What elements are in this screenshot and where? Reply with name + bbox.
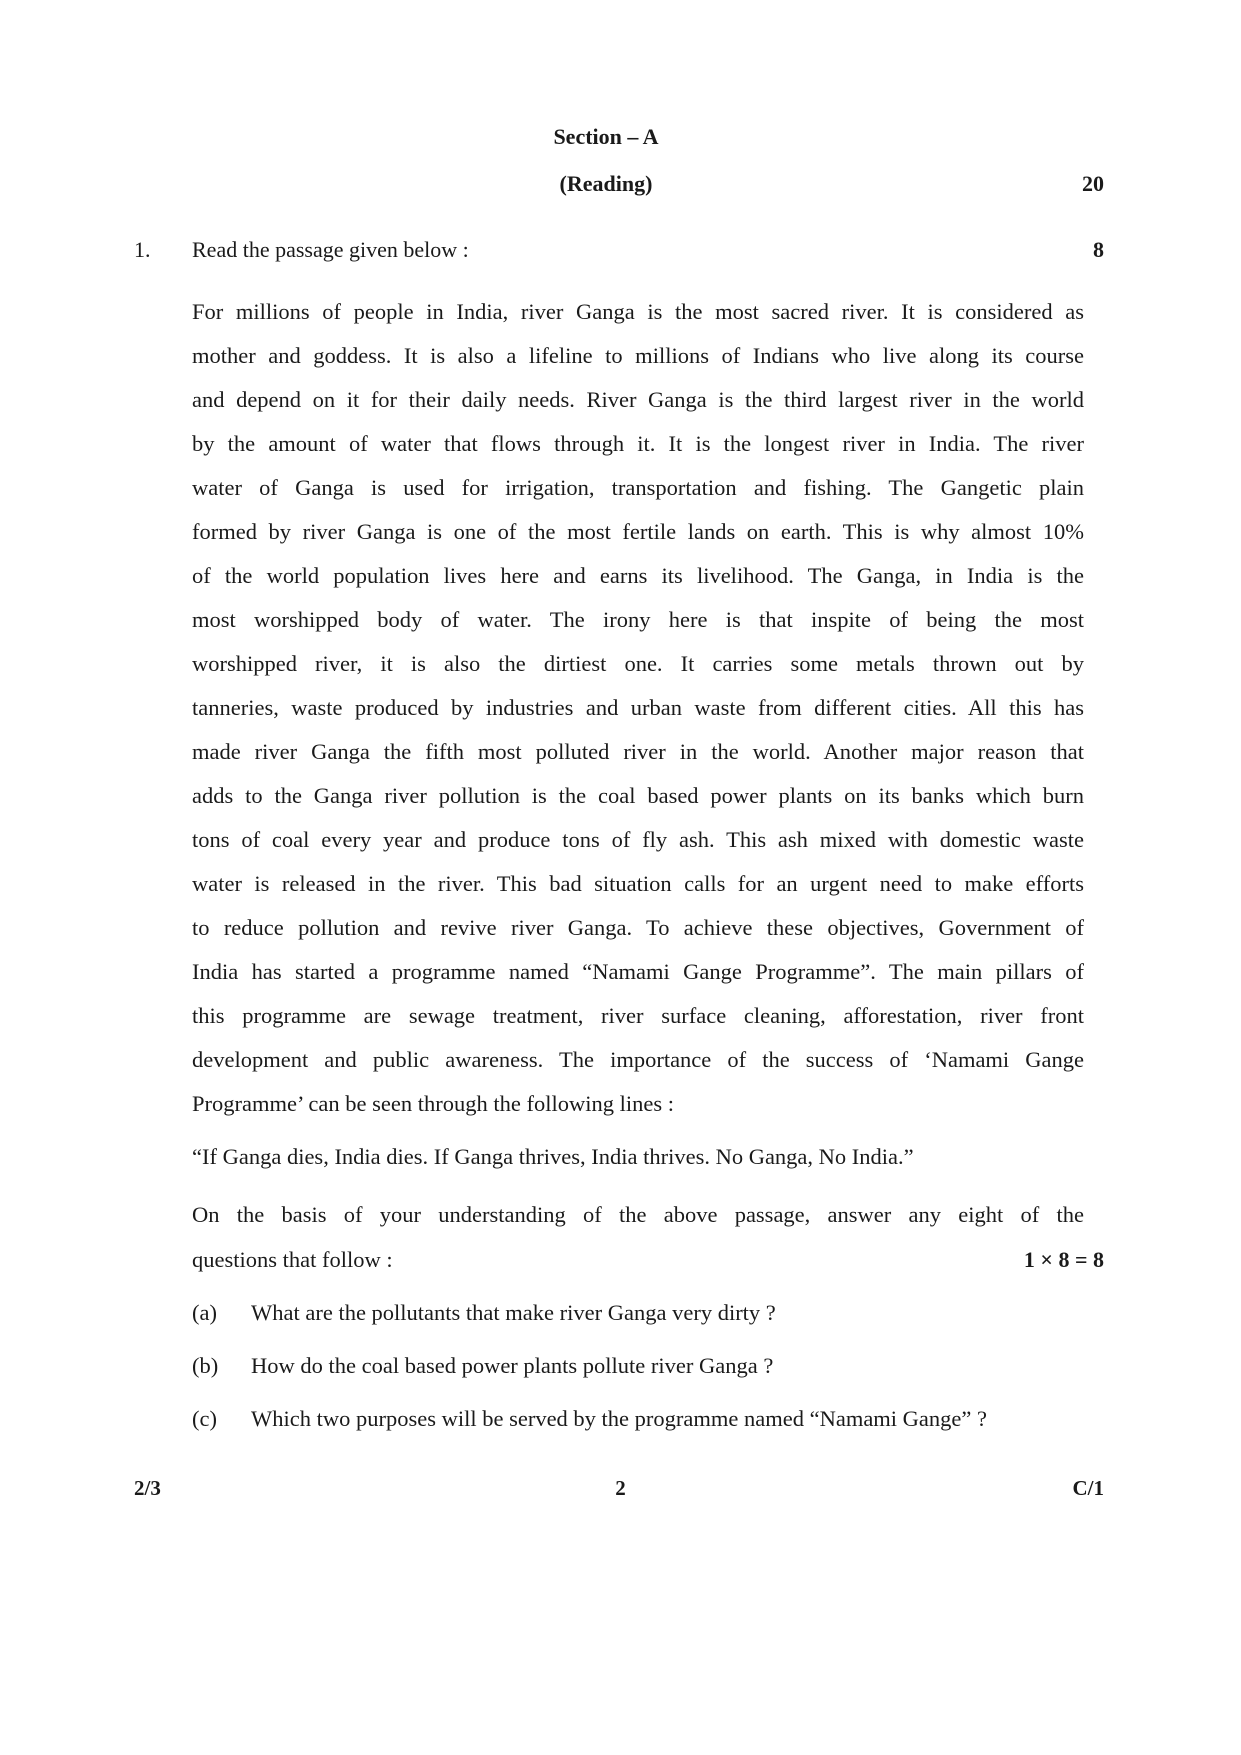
page-number: 2 (615, 1476, 626, 1500)
passage-line: Programme’ can be seen through the following lines : (192, 1091, 674, 1116)
passage-line: this programme are sewage treatment, river surface cleaning, afforestation, river front (192, 1003, 1084, 1028)
passage-line: water is released in the river. This bad situation calls for an urgent need to make efforts (192, 871, 1084, 896)
passage-line: mother and goddess. It is also a lifeline to millions of Indians who live along its course (192, 343, 1084, 368)
subquestion-label: (b) (192, 1353, 219, 1378)
footer-code: 2/3 (134, 1476, 161, 1500)
passage-line: by the amount of water that flows through it. It is the longest river in India. The river (192, 431, 1084, 456)
passage-line: India has started a programme named “Namami Gange Programme”. The main pillars of (192, 959, 1084, 984)
passage-line: worshipped river, it is also the dirtiest one. It carries some metals thrown out by (192, 651, 1084, 676)
passage-line: of the world population lives here and earns its livelihood. The Ganga, in India is the (192, 563, 1084, 588)
subquestion-text: Which two purposes will be served by the programme named “Namami Gange” ? (251, 1406, 988, 1431)
passage-line: most worshipped body of water. The irony here is that inspite of being the most (192, 607, 1084, 632)
instruction-line: questions that follow : (192, 1247, 393, 1272)
passage-line: tanneries, waste produced by industries and urban waste from different cities. All this has (192, 695, 1084, 720)
section-title: Section – A (553, 124, 659, 149)
passage-line: water of Ganga is used for irrigation, transportation and fishing. The Gangetic plain (192, 475, 1084, 500)
passage-line: made river Ganga the fifth most polluted river in the world. Another major reason that (192, 739, 1084, 764)
passage-quote: “If Ganga dies, India dies. If Ganga thrives, India thrives. No Ganga, No India.” (192, 1144, 914, 1169)
passage-line: adds to the Ganga river pollution is the coal based power plants on its banks which burn (192, 783, 1084, 808)
passage-line: formed by river Ganga is one of the most fertile lands on earth. This is why almost 10% (192, 519, 1084, 544)
passage-line: development and public awareness. The importance of the success of ‘Namami Gange (192, 1047, 1084, 1072)
subquestion-label: (a) (192, 1300, 217, 1325)
footer-set-code: C/1 (1072, 1476, 1104, 1500)
reading-passage (192, 290, 1084, 1126)
passage-line: For millions of people in India, river Ganga is the most sacred river. It is considered as (192, 299, 1084, 324)
passage-line: and depend on it for their daily needs. River Ganga is the third largest river in the world (192, 387, 1084, 412)
section-marks: 20 (1082, 171, 1104, 196)
instruction-marks: 1 × 8 = 8 (1023, 1247, 1104, 1272)
passage-line: to reduce pollution and revive river Ganga. To achieve these objectives, Government of (192, 915, 1084, 940)
passage-line: tons of coal every year and produce tons of fly ash. This ash mixed with domestic waste (192, 827, 1084, 852)
subquestion-label: (c) (192, 1406, 217, 1431)
question-number: 1. (134, 237, 151, 262)
question-prompt: Read the passage given below : (192, 237, 469, 262)
question-marks: 8 (1093, 237, 1104, 262)
subquestion-text: How do the coal based power plants pollute river Ganga ? (251, 1353, 774, 1378)
instruction-line: On the basis of your understanding of the above passage, answer any eight of the (192, 1202, 1084, 1227)
subquestion-text: What are the pollutants that make river Ganga very dirty ? (251, 1300, 776, 1325)
section-subtitle: (Reading) (559, 171, 653, 196)
